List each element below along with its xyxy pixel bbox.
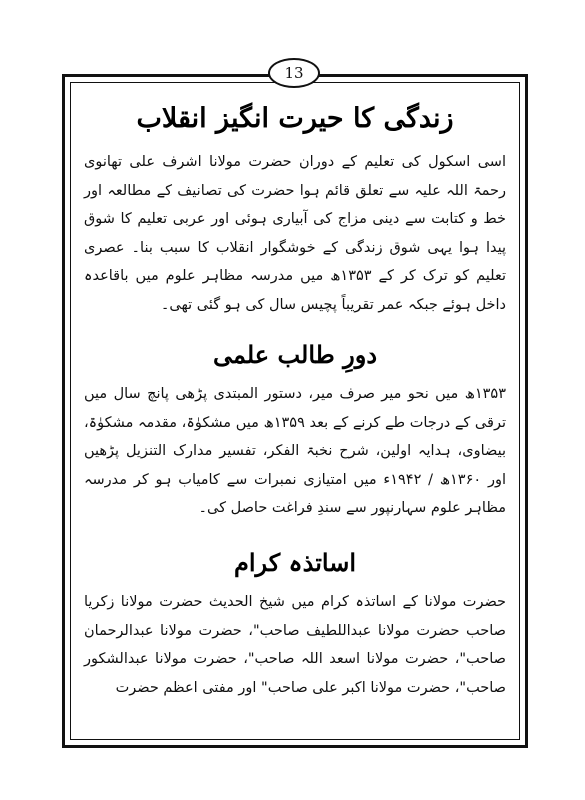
page-number: 13 [268, 58, 320, 88]
section-paragraph-life-revolution: اسی اسکول کی تعلیم کے دوران حضرت مولانا اشرف علی تھانوی رحمۃ اللہ علیہ سے تعلق قائم ہوا حضرت کی تصانیف کے مطالعہ اور خط و کتابت سے دینی مزاج کی آبیاری ہوئی اور عربی تعلیم کا شوق پیدا ہوا یہی شوق زندگی کے خوشگوار انقلاب کا سبب بنا۔ عصری تعلیم کو ترک کر کے ۱۳۵۳ھ میں مدرسہ مظاہر علوم میں باقاعدہ داخل ہوئے جبکہ عمر تقریباً پچیس سال کی ہو گئی تھی۔ [84, 154, 506, 313]
page-content [84, 92, 506, 732]
section-paragraph-student-period: ۱۳۵۳ھ میں نحو میر صرف میر، دستور المبتدی پڑھی پانچ سال میں ترقی کے درجات طے کرنے کے بعد ۱۳۵۹ھ میں مشکوٰۃ، مقدمہ مشکوٰۃ، بیضاوی، ہدایہ اولین، شرح نخبۃ الفکر، تفسیر مدارک التنزیل پڑھیں اور ۱۳۶۰ھ / ۱۹۴۲ء میں امتیازی نمبرات سے کامیاب ہو کر مدرسہ مظاہر علوم سہارنپور سے سندِ فراغت حاصل کی۔ [84, 386, 506, 516]
section-heading-teachers: اساتذہ کرام [234, 548, 356, 577]
section-heading-life-revolution: زندگی کا حیرت انگیز انقلاب [136, 103, 454, 134]
section-heading-student-period: دورِ طالب علمی [212, 340, 377, 369]
section-paragraph-teachers: حضرت مولانا کے اساتذہ کرام میں شیخ الحدیث حضرت مولانا زکریا صاحب حضرت مولانا عبداللطیف صاحب"، حضرت مولانا عبدالرحمان صاحب"، حضرت مولانا اسعد اللہ صاحب"، حضرت مولانا عبدالشکور صاحب"، حضرت مولانا اکبر علی صاحب" اور مفتی اعظم حضرت [84, 594, 506, 696]
